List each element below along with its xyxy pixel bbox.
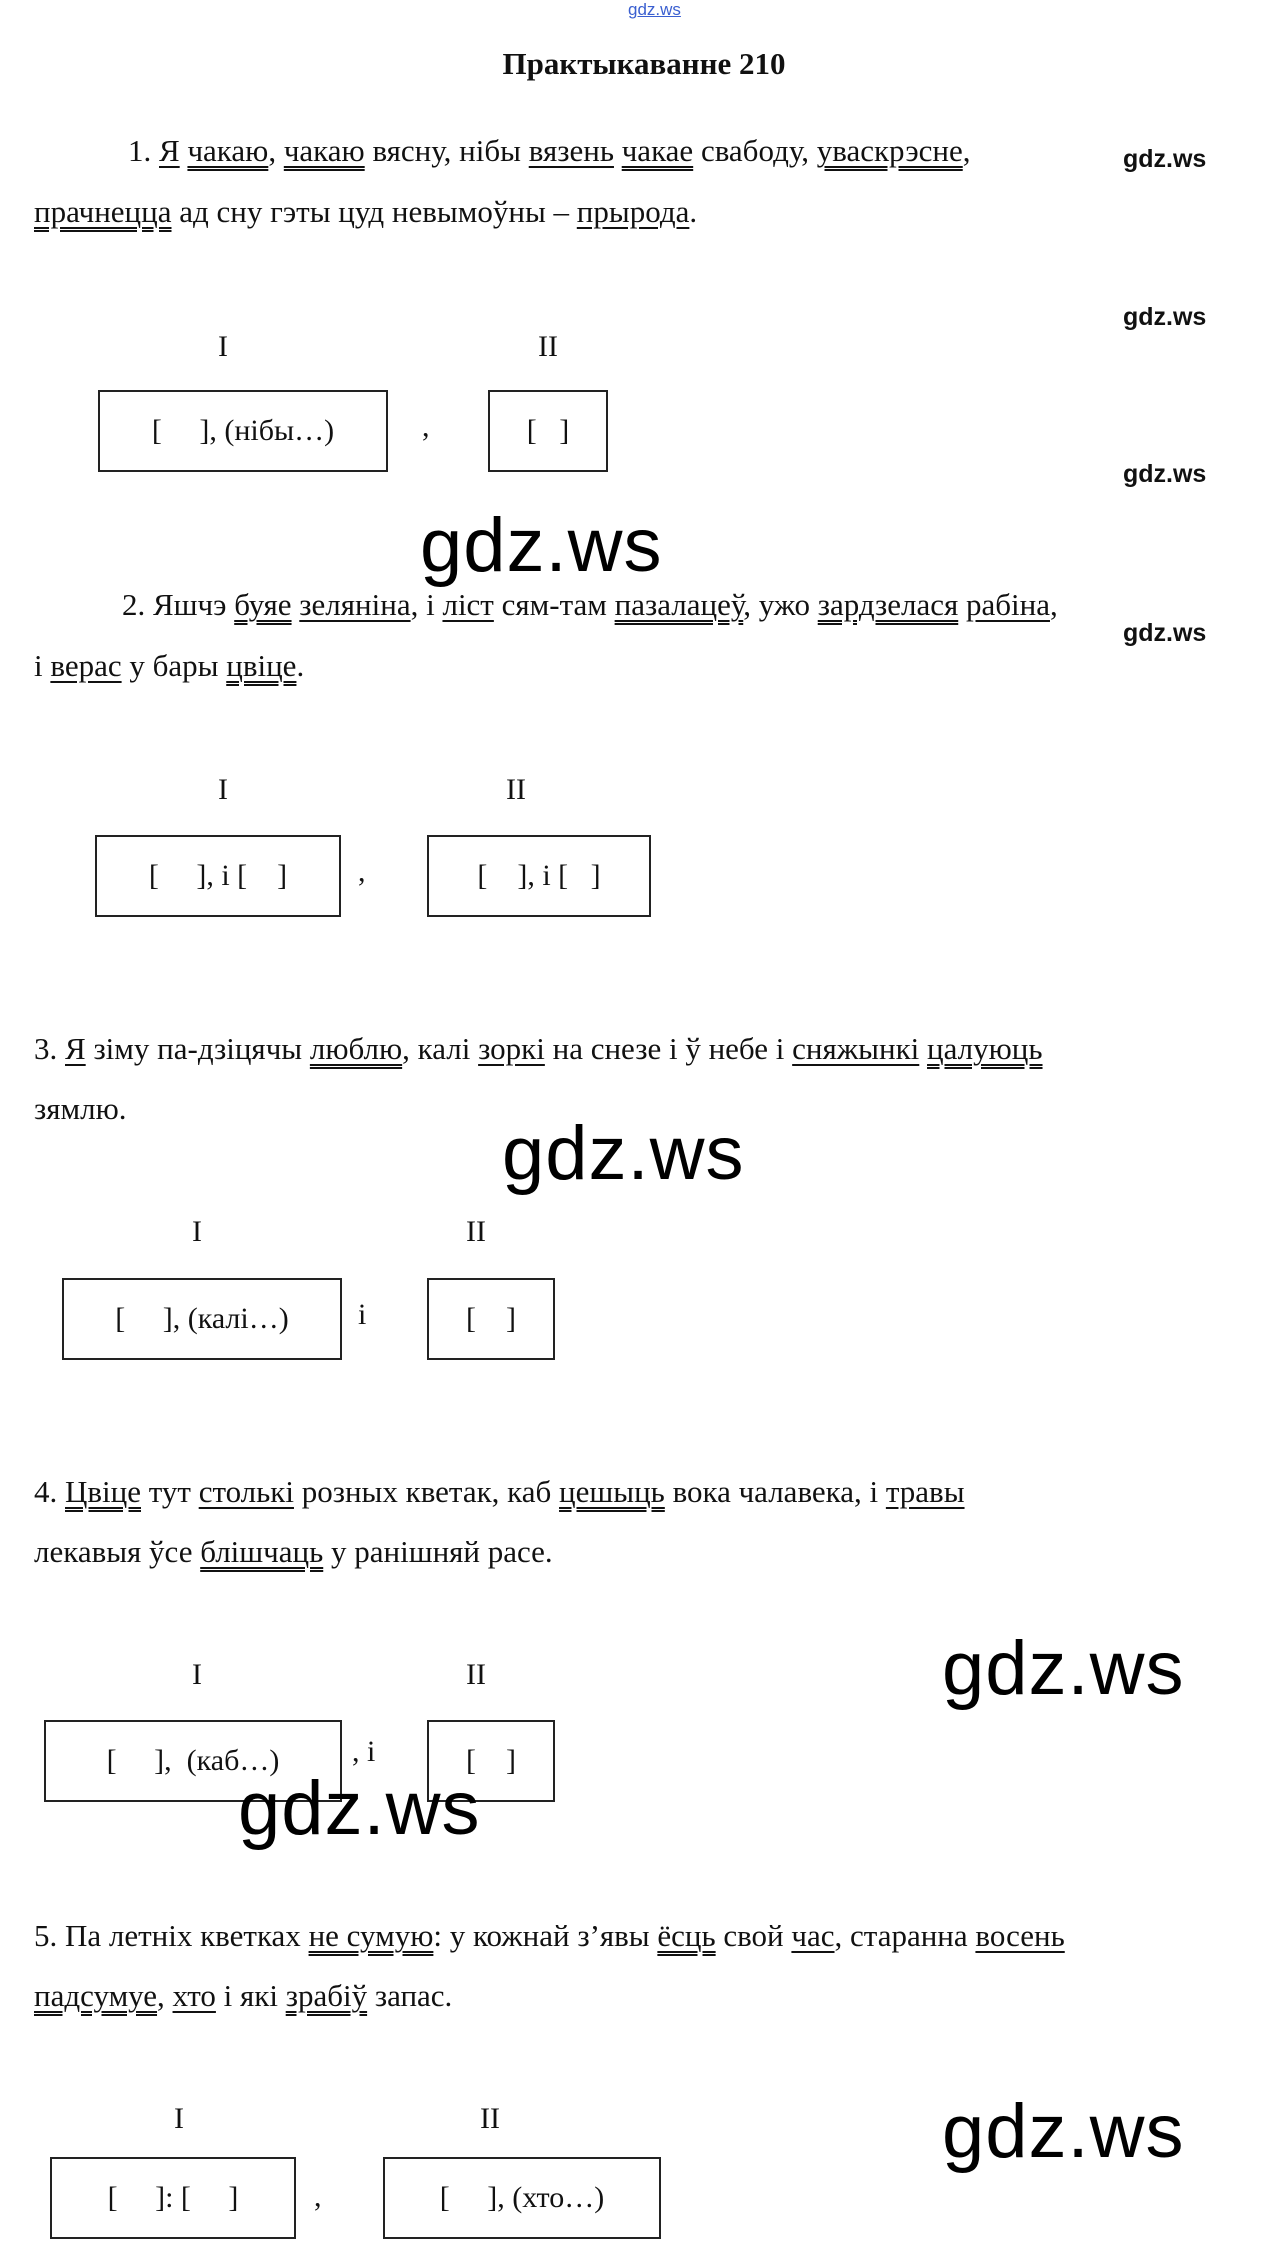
text: свабоду, bbox=[693, 133, 817, 168]
predicate: пазалацеў bbox=[614, 587, 744, 622]
scheme-separator: і bbox=[358, 1298, 367, 1331]
predicate: Цвіце bbox=[65, 1474, 141, 1509]
subject: верас bbox=[50, 648, 122, 683]
text: 2. Яшчэ bbox=[122, 587, 235, 622]
sentence-4-line-1 bbox=[34, 1474, 965, 1510]
text: 4. bbox=[34, 1474, 65, 1509]
predicate: цалуюць bbox=[927, 1031, 1043, 1066]
watermark-large: gdz.ws bbox=[502, 1111, 745, 1196]
scheme-box-1: [ ]: [ ] bbox=[50, 2157, 296, 2239]
sentence-5-line-1 bbox=[34, 1918, 1065, 1954]
scheme-box-1: [ ], (нібы…) bbox=[98, 390, 388, 472]
clause-label-2: II bbox=[480, 2102, 500, 2135]
page-title: Практыкаванне 210 bbox=[502, 46, 786, 81]
watermark-large: gdz.ws bbox=[420, 503, 663, 588]
text: свой bbox=[715, 1918, 792, 1953]
subject: хто bbox=[172, 1978, 216, 2013]
subject: час bbox=[791, 1918, 835, 1953]
scheme-separator: , bbox=[358, 855, 366, 888]
subject: ліст bbox=[442, 587, 494, 622]
subject: рабіна bbox=[965, 587, 1050, 622]
predicate: падсумуе bbox=[34, 1978, 158, 2013]
scheme-separator: , bbox=[314, 2180, 322, 2213]
text: , bbox=[268, 133, 277, 168]
text: . bbox=[689, 194, 698, 229]
subject: прырода bbox=[576, 194, 690, 229]
sentence-2-line-1 bbox=[122, 587, 1058, 623]
text: тут bbox=[141, 1474, 199, 1509]
predicate: чакаю bbox=[187, 133, 269, 168]
subject: зоркі bbox=[478, 1031, 545, 1066]
text: лекавыя ўсе bbox=[34, 1534, 201, 1569]
subject: вязень bbox=[528, 133, 614, 168]
predicate: прачнецца bbox=[34, 194, 172, 229]
clause-label-1: I bbox=[174, 2102, 184, 2135]
scheme-box-2: [ ], (хто…) bbox=[383, 2157, 661, 2239]
text: на снезе і ў небе і bbox=[544, 1031, 793, 1066]
text: , bbox=[1049, 587, 1058, 622]
subject: зеляніна bbox=[299, 587, 411, 622]
predicate: цешыць bbox=[559, 1474, 665, 1509]
predicate: уваскрэсне bbox=[816, 133, 963, 168]
subject: сняжынкі bbox=[792, 1031, 920, 1066]
text: зіму па-дзіцячы bbox=[85, 1031, 310, 1066]
scheme-separator: , і bbox=[352, 1735, 376, 1768]
sentence-1-line-1 bbox=[128, 133, 970, 169]
sentence-3-line-1 bbox=[34, 1031, 1043, 1067]
text: , калі bbox=[402, 1031, 479, 1066]
text: , bbox=[157, 1978, 173, 2013]
subject: Я bbox=[159, 133, 180, 168]
text: зямлю. bbox=[34, 1091, 127, 1126]
predicate: цвіце bbox=[226, 648, 297, 683]
watermark-small: gdz.ws bbox=[1123, 303, 1207, 331]
predicate: люблю bbox=[309, 1031, 403, 1066]
text: , старанна bbox=[834, 1918, 976, 1953]
text: 5. Па летніх кветках bbox=[34, 1918, 309, 1953]
sentence-2-line-2 bbox=[34, 648, 304, 684]
clause-label-2: II bbox=[466, 1658, 486, 1691]
watermark-small: gdz.ws bbox=[1123, 145, 1207, 173]
clause-label-2: II bbox=[538, 330, 558, 363]
clause-label-1: I bbox=[192, 1215, 202, 1248]
sentence-4-line-2 bbox=[34, 1534, 553, 1570]
text: ад сну гэты цуд невымоўны – bbox=[171, 194, 577, 229]
text: запас. bbox=[367, 1978, 453, 2013]
scheme-box-2: [ ] bbox=[427, 1720, 555, 1802]
watermark-large: gdz.ws bbox=[942, 1626, 1185, 1711]
text: у ранішняй расе. bbox=[323, 1534, 553, 1569]
clause-label-1: I bbox=[218, 330, 228, 363]
text: . bbox=[296, 648, 305, 683]
watermark-large: gdz.ws bbox=[942, 2089, 1185, 2174]
clause-label-1: I bbox=[192, 1658, 202, 1691]
scheme-box-1: [ ], і [ ] bbox=[95, 835, 341, 917]
scheme-box-2: [ ], і [ ] bbox=[427, 835, 651, 917]
top-link[interactable]: gdz.ws bbox=[628, 0, 681, 19]
predicate: зрабіў bbox=[285, 1978, 368, 2013]
text: вясну, нібы bbox=[364, 133, 529, 168]
text: : у кожнай з’явы bbox=[433, 1918, 658, 1953]
predicate: зардзелася bbox=[817, 587, 959, 622]
sentence-5-line-2 bbox=[34, 1978, 452, 2014]
watermark-large: gdz.ws bbox=[238, 1766, 481, 1851]
text: 3. bbox=[34, 1031, 65, 1066]
text: і bbox=[34, 648, 51, 683]
scheme-box-2: [ ] bbox=[488, 390, 608, 472]
subject: травы bbox=[885, 1474, 965, 1509]
text: , і bbox=[410, 587, 443, 622]
sentence-3-line-2 bbox=[34, 1091, 127, 1127]
clause-label-2: II bbox=[466, 1215, 486, 1248]
predicate: блішчаць bbox=[200, 1534, 324, 1569]
text: у бары bbox=[121, 648, 227, 683]
clause-label-1: I bbox=[218, 773, 228, 806]
watermark-small: gdz.ws bbox=[1123, 619, 1207, 647]
text: вока чалавека, і bbox=[664, 1474, 886, 1509]
text: , ужо bbox=[743, 587, 818, 622]
text: сям-там bbox=[493, 587, 615, 622]
predicate: ёсць bbox=[657, 1918, 716, 1953]
scheme-box-1: [ ], (калі…) bbox=[62, 1278, 342, 1360]
scheme-box-2: [ ] bbox=[427, 1278, 555, 1360]
text: і які bbox=[215, 1978, 286, 2013]
text: , bbox=[962, 133, 971, 168]
watermark-small: gdz.ws bbox=[1123, 460, 1207, 488]
sentence-number: 1. bbox=[128, 133, 152, 168]
predicate: чакае bbox=[621, 133, 694, 168]
sentence-1-line-2 bbox=[34, 194, 697, 230]
predicate: буяе bbox=[234, 587, 292, 622]
subject: восень bbox=[975, 1918, 1065, 1953]
subject: Я bbox=[65, 1031, 86, 1066]
clause-label-2: II bbox=[506, 773, 526, 806]
predicate: не сумую bbox=[308, 1918, 434, 1953]
text: розных кветак, каб bbox=[293, 1474, 560, 1509]
predicate: чакаю bbox=[283, 133, 365, 168]
scheme-separator: , bbox=[422, 410, 430, 443]
subject: столькі bbox=[198, 1474, 294, 1509]
scheme-box-1: [ ], (каб…) bbox=[44, 1720, 342, 1802]
